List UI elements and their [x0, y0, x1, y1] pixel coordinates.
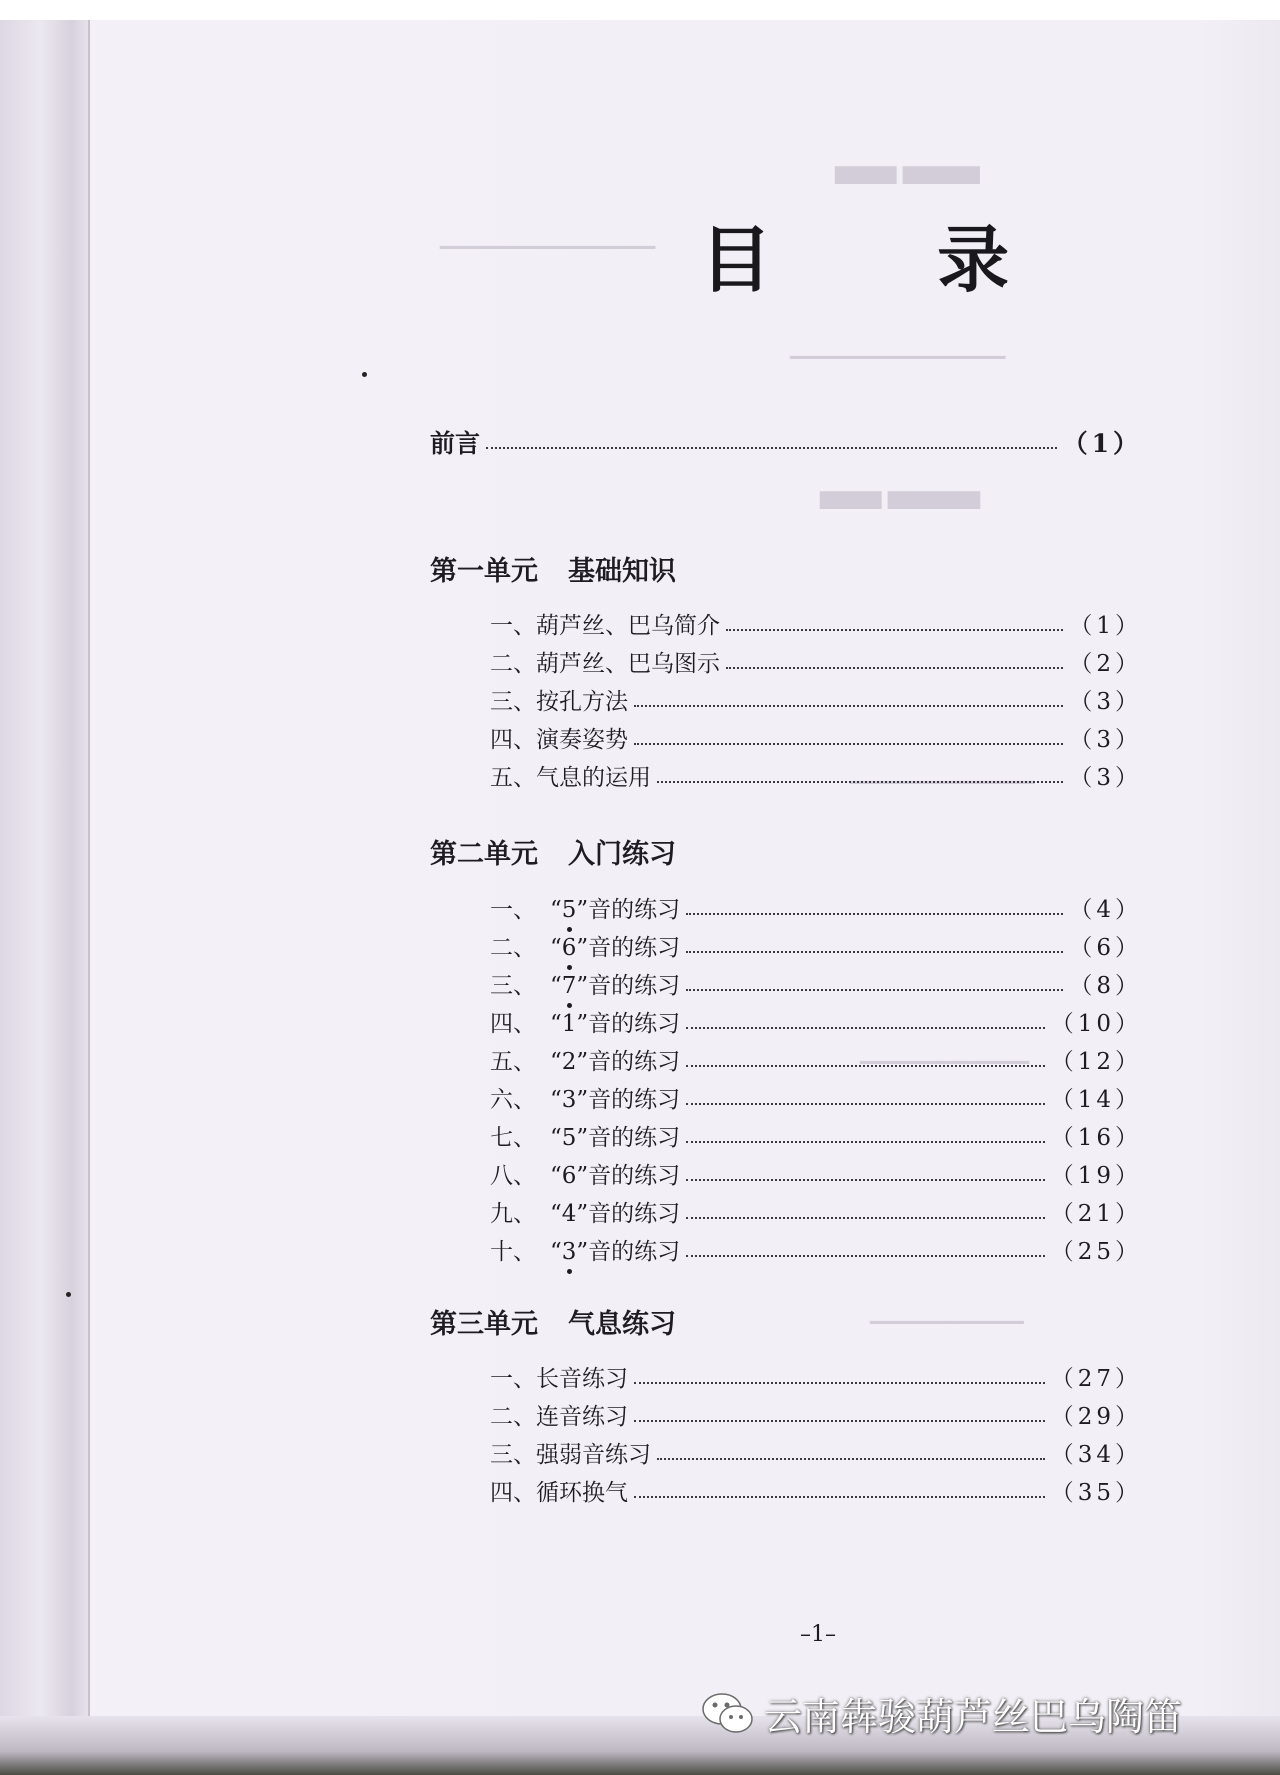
- note-value: 5: [561, 1125, 577, 1151]
- note-numeral: [562, 1198, 577, 1230]
- toc-entry: [490, 1198, 1142, 1230]
- toc-entry: [490, 1046, 1142, 1078]
- toc-entry-page: （29）: [1050, 1404, 1142, 1430]
- note-value: 1: [561, 1011, 577, 1037]
- toc-entry: [490, 686, 1142, 718]
- unit-heading: [430, 1308, 676, 1342]
- page-title: 目 录: [700, 217, 1080, 302]
- leader-dots: [634, 705, 1063, 707]
- unit-number: 第三单元: [430, 1309, 538, 1340]
- toc-entry-page: （12）: [1050, 1049, 1142, 1075]
- note-value: 2: [561, 1049, 577, 1075]
- note-value: 6: [561, 1163, 577, 1189]
- watermark: [700, 1688, 1182, 1738]
- leader-dots: [657, 1458, 1045, 1460]
- leader-dots: [686, 1217, 1045, 1219]
- entry-number: 六、: [490, 1087, 536, 1113]
- toc-entry-label: 二、连音练习: [490, 1404, 628, 1430]
- show-through: ▁▁▁▁▁▁▁▁▁▁▁▁▁▁: [440, 225, 656, 249]
- note-numeral: [562, 970, 577, 1002]
- leader-dots: [726, 629, 1063, 631]
- toc-entry-page: （6）: [1069, 935, 1142, 961]
- leader-dots: [634, 743, 1063, 745]
- toc-entry-preface: [430, 428, 1142, 460]
- toc-entry-label: 七、 “5”音的练习: [490, 1122, 680, 1154]
- toc-entry: [490, 932, 1142, 964]
- toc-entry-label: 五、气息的运用: [490, 765, 651, 791]
- toc-entry-page: （34）: [1050, 1442, 1142, 1468]
- toc-entry-label: 二、 “6 ”音的练习: [490, 932, 680, 964]
- entry-number: 十、: [490, 1239, 536, 1265]
- toc-entry-label: 五、 “2”音的练习: [490, 1046, 680, 1078]
- leader-dots: [634, 1382, 1045, 1384]
- leader-dots: [686, 1103, 1045, 1105]
- toc-entry: [490, 724, 1142, 756]
- unit-heading: [430, 555, 676, 589]
- page-number: –1–: [800, 1622, 836, 1647]
- toc-entry: [490, 1477, 1142, 1509]
- entry-number: 七、: [490, 1125, 536, 1151]
- toc-entry-label: 三、强弱音练习: [490, 1442, 651, 1468]
- entry-number: 八、: [490, 1163, 536, 1189]
- watermark-text: 云南犇骏葫芦丝巴乌陶笛: [764, 1694, 1183, 1739]
- toc-entry: [490, 1401, 1142, 1433]
- entry-number: 五、: [490, 1049, 536, 1075]
- toc-entry-page: （16）: [1050, 1125, 1142, 1151]
- toc-entry: [490, 610, 1142, 642]
- toc-entry-page: （3）: [1069, 765, 1142, 791]
- note-value: 5: [561, 897, 577, 923]
- toc-entry: [490, 762, 1142, 794]
- toc-entry-label: 三、按孔方法: [490, 689, 628, 715]
- entry-text: 音的练习: [588, 1239, 681, 1265]
- toc-entry-page: （14）: [1050, 1087, 1142, 1113]
- toc-entry-page: （1）: [1069, 613, 1142, 639]
- show-through: ▁▁▁▁▁▁▁▁▁▁▁: [860, 1040, 1030, 1064]
- scan-top-margin: [0, 0, 1280, 20]
- leader-dots: [686, 1179, 1045, 1181]
- note-value: 3: [561, 1087, 577, 1113]
- toc-entry-label: 八、 “6”音的练习: [490, 1160, 680, 1192]
- leader-dots: [686, 1255, 1045, 1257]
- note-numeral: [562, 1084, 577, 1116]
- toc-entry-page: （2）: [1069, 651, 1142, 677]
- unit-number: 第二单元: [430, 839, 538, 870]
- show-through: ▁▁▁▁▁▁▁▁▁▁▁▁: [850, 760, 1035, 784]
- toc-entry: [490, 970, 1142, 1002]
- toc-entry-page: （19）: [1050, 1163, 1142, 1189]
- entry-text: 音的练习: [588, 1163, 681, 1189]
- toc-entry-page: （25）: [1050, 1239, 1142, 1265]
- leader-dots: [686, 913, 1063, 915]
- show-through: ▁▁▁▁▁▁▁▁▁▁: [870, 1300, 1024, 1324]
- note-numeral: [562, 1160, 577, 1192]
- toc-entry-label: 一、 “5 ”音的练习: [490, 894, 680, 926]
- entry-number: 二、: [490, 935, 536, 961]
- leader-dots: [634, 1496, 1045, 1498]
- toc-entry-page: （10）: [1050, 1011, 1142, 1037]
- note-value: 4: [561, 1201, 577, 1227]
- entry-text: 音的练习: [588, 935, 681, 961]
- toc-entry-label: 前言: [430, 429, 481, 458]
- toc-entry-page: （1）: [1062, 429, 1142, 458]
- toc-entry: [490, 1439, 1142, 1471]
- toc-entry-page: （35）: [1050, 1480, 1142, 1506]
- toc-entry-label: 九、 “4”音的练习: [490, 1198, 680, 1230]
- note-value: 6: [561, 935, 577, 961]
- note-numeral: [562, 1046, 577, 1078]
- toc-entry: [490, 894, 1142, 926]
- spine-edge: [88, 20, 90, 1750]
- unit-number: 第一单元: [430, 556, 538, 587]
- entry-number: 一、: [490, 897, 536, 923]
- toc-entry-page: （8）: [1069, 973, 1142, 999]
- toc-entry-label: 四、循环换气: [490, 1480, 628, 1506]
- show-through: ▆▆▆▆ ▆▆▆▆▆▆: [820, 485, 981, 509]
- entry-text: 音的练习: [588, 1011, 681, 1037]
- leader-dots: [486, 447, 1057, 449]
- entry-text: 音的练习: [588, 1087, 681, 1113]
- toc-entry-label: 三、 “7 ”音的练习: [490, 970, 680, 1002]
- unit-title: 入门练习: [568, 839, 676, 870]
- toc-entry-page: （4）: [1069, 897, 1142, 923]
- entry-text: 音的练习: [588, 973, 681, 999]
- leader-dots: [686, 989, 1063, 991]
- toc-entry-page: （3）: [1069, 689, 1142, 715]
- toc-entry-label: 一、长音练习: [490, 1366, 628, 1392]
- toc-entry: [490, 1160, 1142, 1192]
- unit-title: 气息练习: [568, 1309, 676, 1340]
- note-numeral: [562, 1236, 577, 1268]
- toc-entry-page: （27）: [1050, 1366, 1142, 1392]
- toc-entry-label: 十、 “3 ”音的练习: [490, 1236, 680, 1268]
- unit-heading: [430, 838, 676, 872]
- leader-dots: [686, 1027, 1045, 1029]
- toc-entry-label: 四、 “1”音的练习: [490, 1008, 680, 1040]
- toc-entry-label: 二、葫芦丝、巴乌图示: [490, 651, 720, 677]
- toc-entry: [490, 1084, 1142, 1116]
- scan-speck: [362, 372, 367, 377]
- scan-speck: [66, 1292, 71, 1297]
- book-spine: [0, 20, 90, 1750]
- entry-text: 音的练习: [588, 1049, 681, 1075]
- leader-dots: [657, 781, 1063, 783]
- note-numeral: [562, 894, 577, 926]
- leader-dots: [686, 1141, 1045, 1143]
- toc-entry: [490, 1122, 1142, 1154]
- entry-number: 三、: [490, 973, 536, 999]
- toc-entry: [490, 648, 1142, 680]
- toc-entry-label: 四、演奏姿势: [490, 727, 628, 753]
- note-value: 7: [561, 973, 577, 999]
- note-numeral: [562, 1008, 577, 1040]
- leader-dots: [726, 667, 1063, 669]
- leader-dots: [686, 1065, 1045, 1067]
- note-numeral: [562, 932, 577, 964]
- note-value: 3: [561, 1239, 577, 1265]
- unit-title: 基础知识: [568, 556, 676, 587]
- wechat-icon: [700, 1691, 756, 1735]
- toc-entry-label: 六、 “3”音的练习: [490, 1084, 680, 1116]
- leader-dots: [634, 1420, 1045, 1422]
- note-numeral: [562, 1122, 577, 1154]
- toc-entry-page: （21）: [1050, 1201, 1142, 1227]
- entry-text: 音的练习: [588, 897, 681, 923]
- toc-entry: [490, 1236, 1142, 1268]
- toc-entry-page: （3）: [1069, 727, 1142, 753]
- entry-number: 四、: [490, 1011, 536, 1037]
- toc-entry-label: 一、葫芦丝、巴乌简介: [490, 613, 720, 639]
- show-through: ▁▁▁▁▁▁▁▁▁▁▁▁▁▁: [790, 335, 1006, 359]
- leader-dots: [686, 951, 1063, 953]
- toc-entry: [490, 1363, 1142, 1395]
- entry-text: 音的练习: [588, 1125, 681, 1151]
- entry-text: 音的练习: [588, 1201, 681, 1227]
- toc-entry: [490, 1008, 1142, 1040]
- show-through: ▆▆▆▆ ▆▆▆▆▆: [835, 160, 980, 184]
- entry-number: 九、: [490, 1201, 536, 1227]
